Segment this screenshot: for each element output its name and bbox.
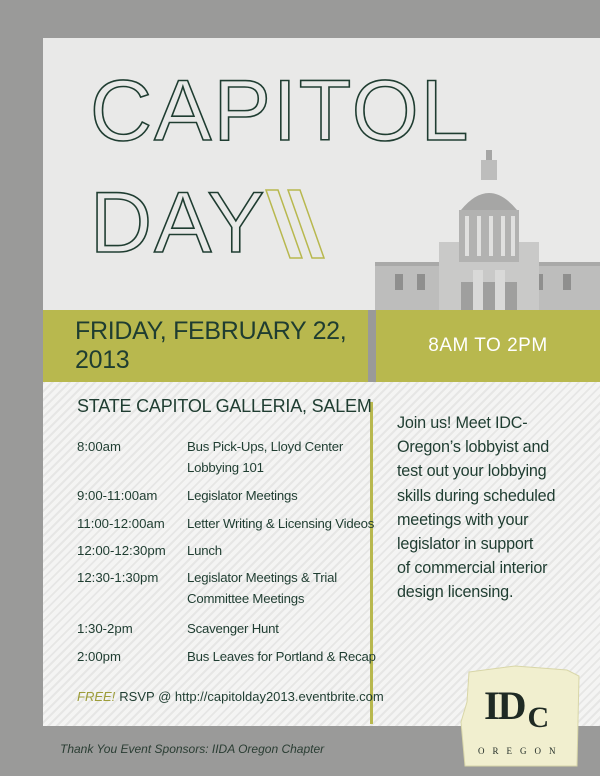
free-label: FREE! (77, 689, 116, 704)
join-line: Oregon’s lobbyist and (397, 438, 550, 457)
date-banner (43, 310, 368, 382)
schedule-row (77, 485, 377, 506)
rsvp-link[interactable]: RSVP @ http://capitolday2013.eventbrite.com (119, 689, 384, 704)
schedule-row (77, 540, 377, 561)
schedule-time: 12:30-1:30pm (77, 570, 159, 585)
schedule-row (77, 436, 377, 478)
schedule-time: 1:30-2pm (77, 621, 133, 636)
join-line: test out your lobbying (397, 462, 547, 481)
schedule-time: 12:00-12:30pm (77, 543, 166, 558)
schedule-desc: Scavenger Hunt (187, 621, 279, 636)
schedule-desc (187, 436, 377, 478)
join-line: of commercial interior (397, 559, 548, 578)
schedule-time: 2:00pm (77, 649, 121, 664)
rsvp-line (77, 689, 384, 704)
sponsors-credit: Thank You Event Sponsors: IIDA Oregon Chapter (60, 742, 325, 756)
schedule-desc-line: Bus Pick-Ups, Lloyd Center (187, 439, 344, 454)
schedule-desc-line: Legislator Meetings & Trial (187, 570, 337, 585)
schedule-row (77, 618, 377, 639)
schedule-desc: Bus Leaves for Portland & Recap (187, 649, 376, 664)
logo-main: ID (484, 683, 525, 728)
logo-subtitle: OREGON (478, 746, 564, 756)
schedule-desc: Letter Writing & Licensing Videos (187, 516, 375, 531)
schedule-row (77, 513, 377, 534)
title-line-1: CAPITOL (90, 63, 471, 159)
schedule-row (77, 567, 377, 609)
schedule-row (77, 646, 377, 667)
schedule-desc (187, 567, 377, 609)
schedule-time: 8:00am (77, 439, 121, 454)
schedule-desc: Lunch (187, 543, 222, 558)
join-line: design licensing. (397, 583, 514, 602)
join-line: meetings with your (397, 510, 529, 529)
title-line-2: DAY (90, 175, 267, 271)
time-banner (376, 310, 600, 382)
join-paragraph (397, 411, 577, 605)
schedule-desc: Legislator Meetings (187, 488, 298, 503)
event-date: FRIDAY, FEBRUARY 22, 2013 (75, 317, 347, 374)
event-time: 8AM TO 2PM (428, 335, 548, 356)
schedule-time: 11:00-12:00am (77, 516, 165, 531)
idc-logo (484, 682, 548, 734)
schedule-desc-line: Committee Meetings (187, 591, 305, 606)
schedule-time: 9:00-11:00am (77, 488, 158, 503)
double-slash-graphic (264, 188, 334, 260)
join-line: skills during scheduled (397, 486, 556, 505)
schedule-desc-line: Lobbying 101 (187, 460, 264, 475)
capitol-building-graphic (375, 150, 600, 310)
left-border (0, 0, 43, 776)
join-line: legislator in support (397, 535, 534, 554)
join-line: Join us! Meet IDC- (397, 414, 528, 432)
logo-c: C (527, 701, 548, 734)
top-border (0, 0, 600, 38)
venue-heading: STATE CAPITOL GALLERIA, SALEM (77, 396, 372, 416)
